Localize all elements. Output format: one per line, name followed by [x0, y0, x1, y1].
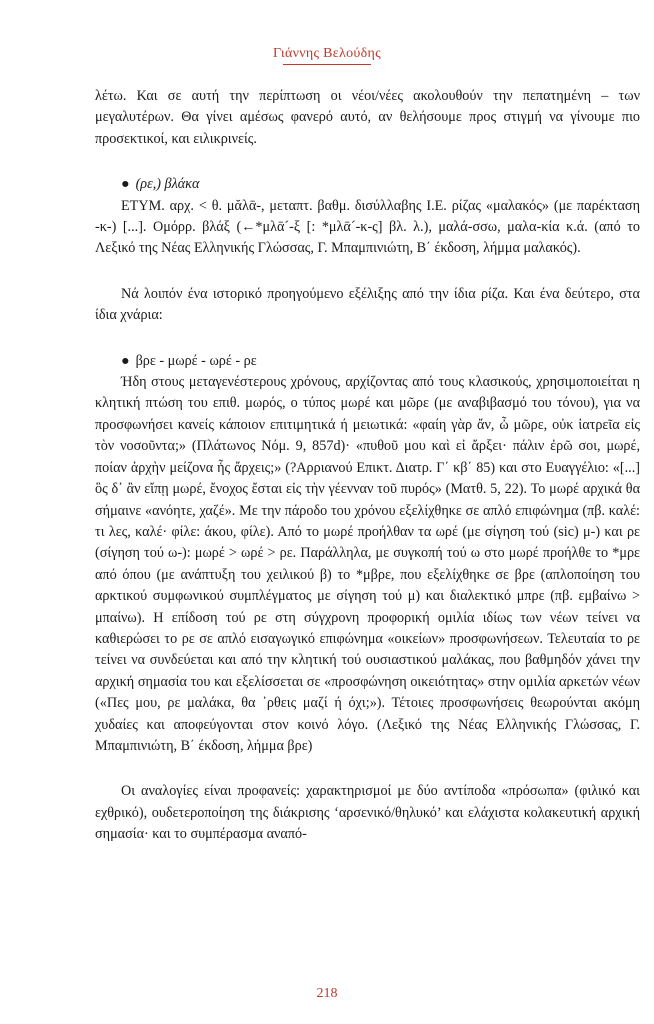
bullet-icon: ● [121, 176, 130, 193]
entry-heading-vre: ● βρε - μωρέ - ωρέ - ρε [121, 352, 257, 369]
bullet-icon: ● [121, 352, 130, 369]
running-head-rule [283, 64, 371, 65]
page-body [95, 86, 640, 846]
entry-heading-vlaka: ● (ρε,) βλάκα [121, 176, 200, 193]
entry-body-vre: Ήδη στους μεταγενέστερους χρόνους, αρχίζοντας από τους κλασικούς, χρησιμοποιείται η κλητική πτώση του επιθ. μωρός, ο τύπος μωρέ και μῶρε (με αναβιβασμό του τόνου), για να προσφωνήσει κανείς κάποιον επιτιμητικά ή μειωτικά: «φαίη γὰρ ἄν, ὦ μῶρε, οὐκ ἰατρεῖα εἰς τὸν νοσοῦντα;» (Πλάτωνος Νόμ. 9, 857d)· «πυθοῦ μου καὶ εἰ ἄρξει· πάλιν ἐρῶ σοι, μωρέ, ποίαν ἀρχὴν μείζονα ἧς ἄρχεις;» (?Αρριανού Επικτ. Διατρ. Γ΄ κβ΄ 85) και στο Ευαγγέλιο: «[...] ὃς δ᾽ ἂν εἴπῃ μωρέ, ἔνοχος ἔσται εἰς τὴν γέενναν τοῦ πυρός» (Ματθ. 5, 22). Το μωρέ αρχικά θα σήμαινε «ανόητε, χαζέ». Με την πάροδο του χρόνου εξελίχθηκε σε απλό επιφώνημα (πβ. καλέ: τι λες, καλέ· φίλε: άκου, φίλε). Από το μωρέ προήλθαν τα ωρέ (με σίγηση τού (sic) μ-) και ρε (σίγηση τού ω-): μωρέ > ωρέ > ρε. Παράλληλα, με συγκοπή τού ω στο μωρέ προήλθε το *μρε από όπου (με ανάπτυξη του χειλικού β) το *μβρε, που εξελίχθηκε σε βρε (απλοποίηση του αρκτικού συμφωνικού συμπλέγματος με σίγηση τού μ) και διαλεκτικό μπρε (πβ. εμβαίνω > μπαίνω). Η επίδοση τού ρε στη σύγχρονη προφορική ομιλία ιδίως των νέων τείνει να καθιερώσει το ρε σε απλό εισαγωγικό επιφώνημα «οικείων» προσφωνήσεων. Τελευταία το ρε τείνει να συνδεύεται και από την κλητική τού ουσιαστικού μαλάκας, που βαθμηδόν χάνει την αρχική σημασία του και εξελίσσεται σε «προσφώνηση οικειότητας» στην ομιλία αρκετών νέων («Πες μου, ρε μαλάκα, θα ᾽ρθεις μαζί ή όχι;»). Τέτοιες προσφωνήσεις θεωρούνται ακόμη χυδαίες και αποφεύγονται στον κοινό λόγο. (Λεξικό της Νέας Ελληνικής Γλώσσας, Γ. Μπαμπινιώτη, Β΄ έκδοση, λήμμα βρε) [95, 374, 640, 754]
paragraph-conclusion: Οι αναλογίες είναι προφανείς: χαρακτηρισμοί με δύο αντίποδα «πρόσωπα» (φιλικό και εχθρικό), ουδετεροποίηση της διάκρισης ‘αρσενικό/θηλυκό’ και ελάχιστα κολακευτική αρχική σημασία· και το συμπέρασμα αναπό- [95, 783, 640, 843]
running-head: Γιάννης Βελούδης [273, 46, 381, 61]
page-number: 218 [316, 986, 338, 1001]
entry-body-vlaka: ΕΤΥΜ. αρχ. < θ. μᾰλᾱ-, μεταπτ. βαθμ. δισύλλαβης Ι.Ε. ρίζας «μαλακός» (με παρέκταση -κ-) [...]. Ομόρρ. βλάξ (←*μλᾱ´-ξ [: *μλᾱ´-κ-ς] βλ. λ.), μαλά-σσω, μαλα-κία κ.ά. (από το Λεξικό της Νέας Ελληνικής Γλώσσας, Γ. Μπαμπινιώτη, Β΄ έκδοση, λήμμα μαλακός). [95, 197, 640, 257]
paragraph-continuation: λέτω. Και σε αυτή την περίπτωση οι νέοι/νέες ακολουθούν την πεπατημένη – των μεγαλυτέρων. Θα γίνει αμέσως φανερό αυτό, αν θελήσουμε προς στιγμή να γίνουμε πιο προσεκτικοί, και ειλικρινείς. [95, 88, 640, 147]
paragraph-transition: Νά λοιπόν ένα ιστορικό προηγούμενο εξέλιξης από την ίδια ρίζα. Και ένα δεύτερο, στα ίδια χνάρια: [95, 285, 640, 324]
